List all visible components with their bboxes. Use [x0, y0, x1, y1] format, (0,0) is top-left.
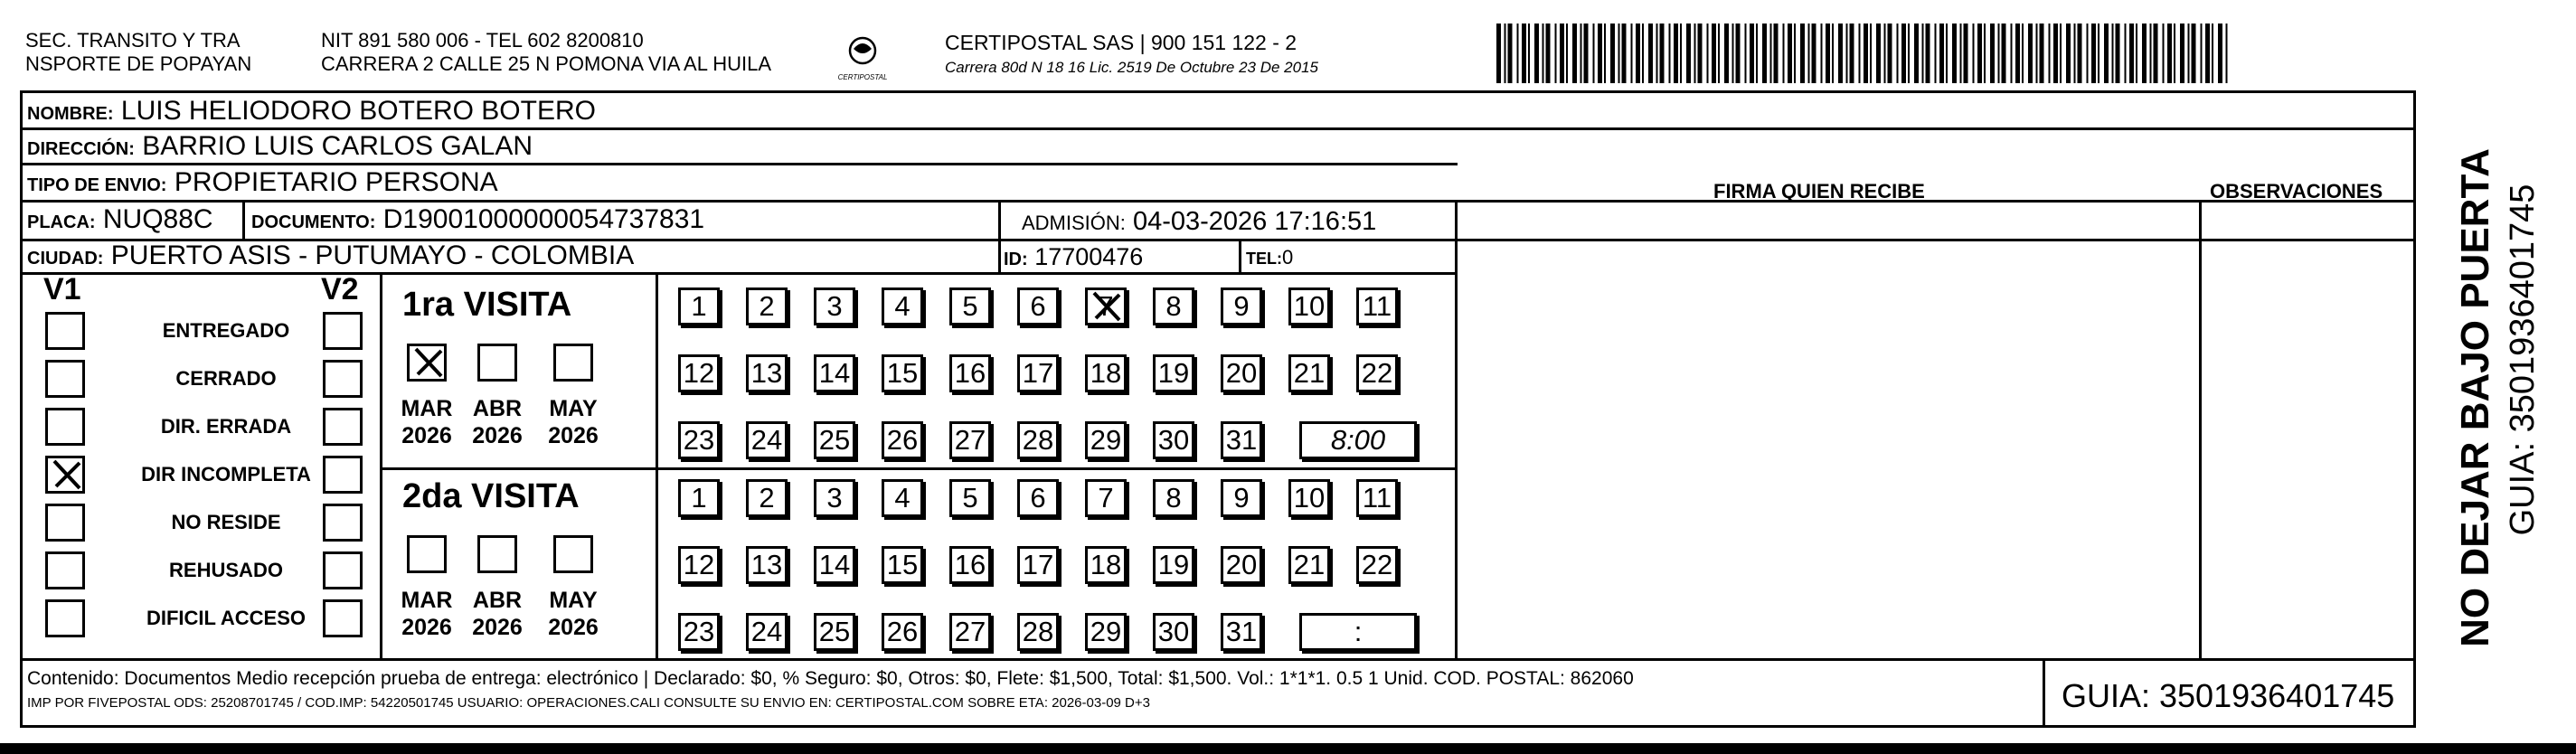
day-box[interactable]: 9: [1221, 287, 1262, 325]
day-box[interactable]: 26: [882, 421, 923, 459]
v1-checkbox[interactable]: [45, 456, 85, 494]
day-box[interactable]: 5: [949, 287, 991, 325]
day-box[interactable]: 9: [1221, 479, 1262, 517]
barcode: [1496, 24, 2229, 83]
city-label: CIUDAD:: [27, 249, 104, 269]
day-box[interactable]: 23: [678, 421, 720, 459]
day-box[interactable]: 24: [746, 613, 788, 651]
day-box[interactable]: 25: [814, 613, 855, 651]
recipient-name: LUIS HELIODORO BOTERO BOTERO: [120, 96, 596, 126]
day-box[interactable]: 26: [882, 613, 923, 651]
v1-checkbox[interactable]: [45, 408, 85, 446]
day-box[interactable]: 4: [882, 479, 923, 517]
day-box[interactable]: 14: [814, 546, 855, 584]
plate-label: PLACA:: [27, 212, 96, 232]
observations-area[interactable]: [2202, 203, 2413, 659]
day-box[interactable]: 12: [678, 546, 720, 584]
month-checkbox[interactable]: [553, 535, 593, 573]
time-box[interactable]: 8:00: [1299, 421, 1417, 459]
day-box[interactable]: 19: [1153, 354, 1194, 392]
day-box[interactable]: 15: [882, 546, 923, 584]
v2-label: V2: [321, 272, 359, 306]
reason-label: NO RESIDE: [171, 511, 281, 533]
admission-label: ADMISIÓN:: [1022, 212, 1126, 234]
reason-label: ENTREGADO: [162, 319, 290, 342]
month-label: MAY: [549, 588, 598, 613]
v2-checkbox[interactable]: [323, 504, 363, 542]
guia-box: GUIA: 3501936401745: [2062, 677, 2395, 714]
no-dejar-bajo-puerta: NO DEJAR BAJO PUERTA: [2453, 148, 2497, 647]
day-box[interactable]: 30: [1153, 613, 1194, 651]
v1-checkbox[interactable]: [45, 504, 85, 542]
address-label: DIRECCIÓN:: [27, 139, 135, 159]
day-box[interactable]: 31: [1221, 421, 1262, 459]
day-box[interactable]: 17: [1017, 546, 1059, 584]
day-box[interactable]: 20: [1221, 546, 1262, 584]
day-box[interactable]: 24: [746, 421, 788, 459]
document-label: DOCUMENTO:: [251, 212, 376, 232]
id-value: 17700476: [1034, 243, 1144, 270]
certipostal-logo: [830, 33, 895, 83]
day-box[interactable]: 29: [1085, 613, 1127, 651]
observaciones-label: OBSERVACIONES: [2210, 180, 2383, 203]
day-box[interactable]: 21: [1288, 546, 1330, 584]
year-label: 2026: [548, 615, 599, 640]
sender-address: CARRERA 2 CALLE 25 N POMONA VIA AL HUILA: [321, 52, 772, 75]
license-line: Carrera 80d N 18 16 Lic. 2519 De Octubre 23 De 2015: [945, 59, 1318, 76]
month-checkbox[interactable]: [553, 344, 593, 382]
day-box[interactable]: 31: [1221, 613, 1262, 651]
id-label: ID:: [1004, 250, 1028, 269]
day-box[interactable]: 19: [1153, 546, 1194, 584]
signature-area[interactable]: [1458, 203, 2199, 659]
v2-checkbox[interactable]: [323, 551, 363, 589]
day-box[interactable]: 27: [949, 613, 991, 651]
month-checkbox[interactable]: [477, 535, 517, 573]
v1-checkbox[interactable]: [45, 599, 85, 637]
day-box[interactable]: 23: [678, 613, 720, 651]
visit-title: 2da VISITA: [402, 477, 580, 515]
day-box[interactable]: 2: [746, 287, 788, 325]
recipient-address: BARRIO LUIS CARLOS GALAN: [142, 131, 533, 161]
tel-label: TEL:: [1246, 250, 1282, 268]
day-box[interactable]: 20: [1221, 354, 1262, 392]
v2-checkbox[interactable]: [323, 312, 363, 350]
day-box[interactable]: 18: [1085, 354, 1127, 392]
city-value: PUERTO ASIS - PUTUMAYO - COLOMBIA: [110, 240, 635, 270]
month-label: ABR: [472, 396, 523, 421]
sender-name-line1: SEC. TRANSITO Y TRA: [25, 29, 241, 52]
day-box[interactable]: 27: [949, 421, 991, 459]
month-label: ABR: [472, 588, 523, 613]
day-box[interactable]: 2: [746, 479, 788, 517]
reason-label: CERRADO: [175, 367, 277, 390]
day-box[interactable]: 13: [746, 354, 788, 392]
send-type: PROPIETARIO PERSONA: [174, 167, 498, 197]
month-checkbox[interactable]: [477, 344, 517, 382]
day-box[interactable]: 5: [949, 479, 991, 517]
imp-line: IMP POR FIVEPOSTAL ODS: 25208701745 / COD.IMP: 54220501745 USUARIO: OPERACIONES.CALI CONSULTE SU ENVIO EN: CERTIPOSTAL.COM SOBRE ETA: 2026-03-09 D+3: [27, 695, 1150, 711]
day-box[interactable]: 29: [1085, 421, 1127, 459]
day-box[interactable]: 11: [1356, 479, 1398, 517]
month-label: MAR: [401, 396, 453, 421]
day-box[interactable]: 30: [1153, 421, 1194, 459]
day-box[interactable]: 10: [1288, 287, 1330, 325]
month-label: MAY: [549, 396, 598, 421]
day-box[interactable]: 21: [1288, 354, 1330, 392]
visit-title: 1ra VISITA: [402, 286, 572, 324]
v1-checkbox[interactable]: [45, 312, 85, 350]
day-box[interactable]: 22: [1356, 354, 1398, 392]
svg-text:CERTIPOSTAL: CERTIPOSTAL: [837, 73, 888, 81]
day-box[interactable]: 8: [1153, 287, 1194, 325]
day-box[interactable]: 28: [1017, 613, 1059, 651]
day-box[interactable]: 17: [1017, 354, 1059, 392]
reason-label: DIR. ERRADA: [160, 415, 292, 438]
v1-checkbox[interactable]: [45, 360, 85, 398]
document-value: D19001000000054737831: [382, 204, 705, 234]
day-box[interactable]: 25: [814, 421, 855, 459]
day-box[interactable]: 13: [746, 546, 788, 584]
year-label: 2026: [401, 423, 452, 448]
bottom-rule: [0, 743, 2576, 754]
year-label: 2026: [401, 615, 452, 640]
day-box[interactable]: 12: [678, 354, 720, 392]
content-line: Contenido: Documentos Medio recepción prueba de entrega: electrónico | Declarado: $0, % Seguro: $0, Otros: $0, Flete: $1,500, Total: $1,500. Vol.: 1*1*1. 0.5 1 Unid. COD. POSTAL: 862060: [27, 668, 1634, 689]
day-box[interactable]: 14: [814, 354, 855, 392]
company-line: CERTIPOSTAL SAS | 900 151 122 - 2: [945, 31, 1297, 54]
firma-label: FIRMA QUIEN RECIBE: [1713, 180, 1925, 203]
year-label: 2026: [472, 615, 523, 640]
side-guia: GUIA: 3501936401745: [2504, 184, 2542, 536]
month-label: MAR: [401, 588, 453, 613]
month-checkbox[interactable]: [407, 535, 447, 573]
v2-checkbox[interactable]: [323, 408, 363, 446]
reason-label: DIFICIL ACCESO: [146, 607, 307, 629]
month-checkbox[interactable]: [407, 344, 447, 382]
admission-value: 04-03-2026 17:16:51: [1132, 207, 1377, 236]
day-box[interactable]: 7: [1085, 479, 1127, 517]
v1-checkbox[interactable]: [45, 551, 85, 589]
v2-checkbox[interactable]: [323, 599, 363, 637]
reason-label: DIR INCOMPLETA: [141, 463, 311, 485]
day-box[interactable]: 3: [814, 287, 855, 325]
name-label: NOMBRE:: [27, 104, 114, 124]
v1-label: V1: [43, 272, 81, 306]
day-box[interactable]: 1: [678, 287, 720, 325]
v2-checkbox[interactable]: [323, 360, 363, 398]
day-box[interactable]: 7: [1085, 287, 1127, 325]
day-box[interactable]: 11: [1356, 287, 1398, 325]
sender-name-line2: NSPORTE DE POPAYAN: [25, 52, 252, 75]
day-box[interactable]: 16: [949, 546, 991, 584]
reason-label: REHUSADO: [169, 559, 283, 581]
day-box[interactable]: 6: [1017, 287, 1059, 325]
day-box[interactable]: 4: [882, 287, 923, 325]
day-box[interactable]: 22: [1356, 546, 1398, 584]
day-box[interactable]: 18: [1085, 546, 1127, 584]
tel-value: 0: [1282, 246, 1294, 269]
day-box[interactable]: 1: [678, 479, 720, 517]
day-box[interactable]: 16: [949, 354, 991, 392]
day-box[interactable]: 8: [1153, 479, 1194, 517]
time-box[interactable]: :: [1299, 613, 1417, 651]
sender-nit: NIT 891 580 006 - TEL 602 8200810: [321, 29, 644, 52]
v2-checkbox[interactable]: [323, 456, 363, 494]
send-type-label: TIPO DE ENVIO:: [27, 175, 167, 195]
day-box[interactable]: 15: [882, 354, 923, 392]
day-box[interactable]: 3: [814, 479, 855, 517]
plate-value: NUQ88C: [102, 204, 213, 234]
year-label: 2026: [472, 423, 523, 448]
year-label: 2026: [548, 423, 599, 448]
day-box[interactable]: 10: [1288, 479, 1330, 517]
day-box[interactable]: 28: [1017, 421, 1059, 459]
day-box[interactable]: 6: [1017, 479, 1059, 517]
